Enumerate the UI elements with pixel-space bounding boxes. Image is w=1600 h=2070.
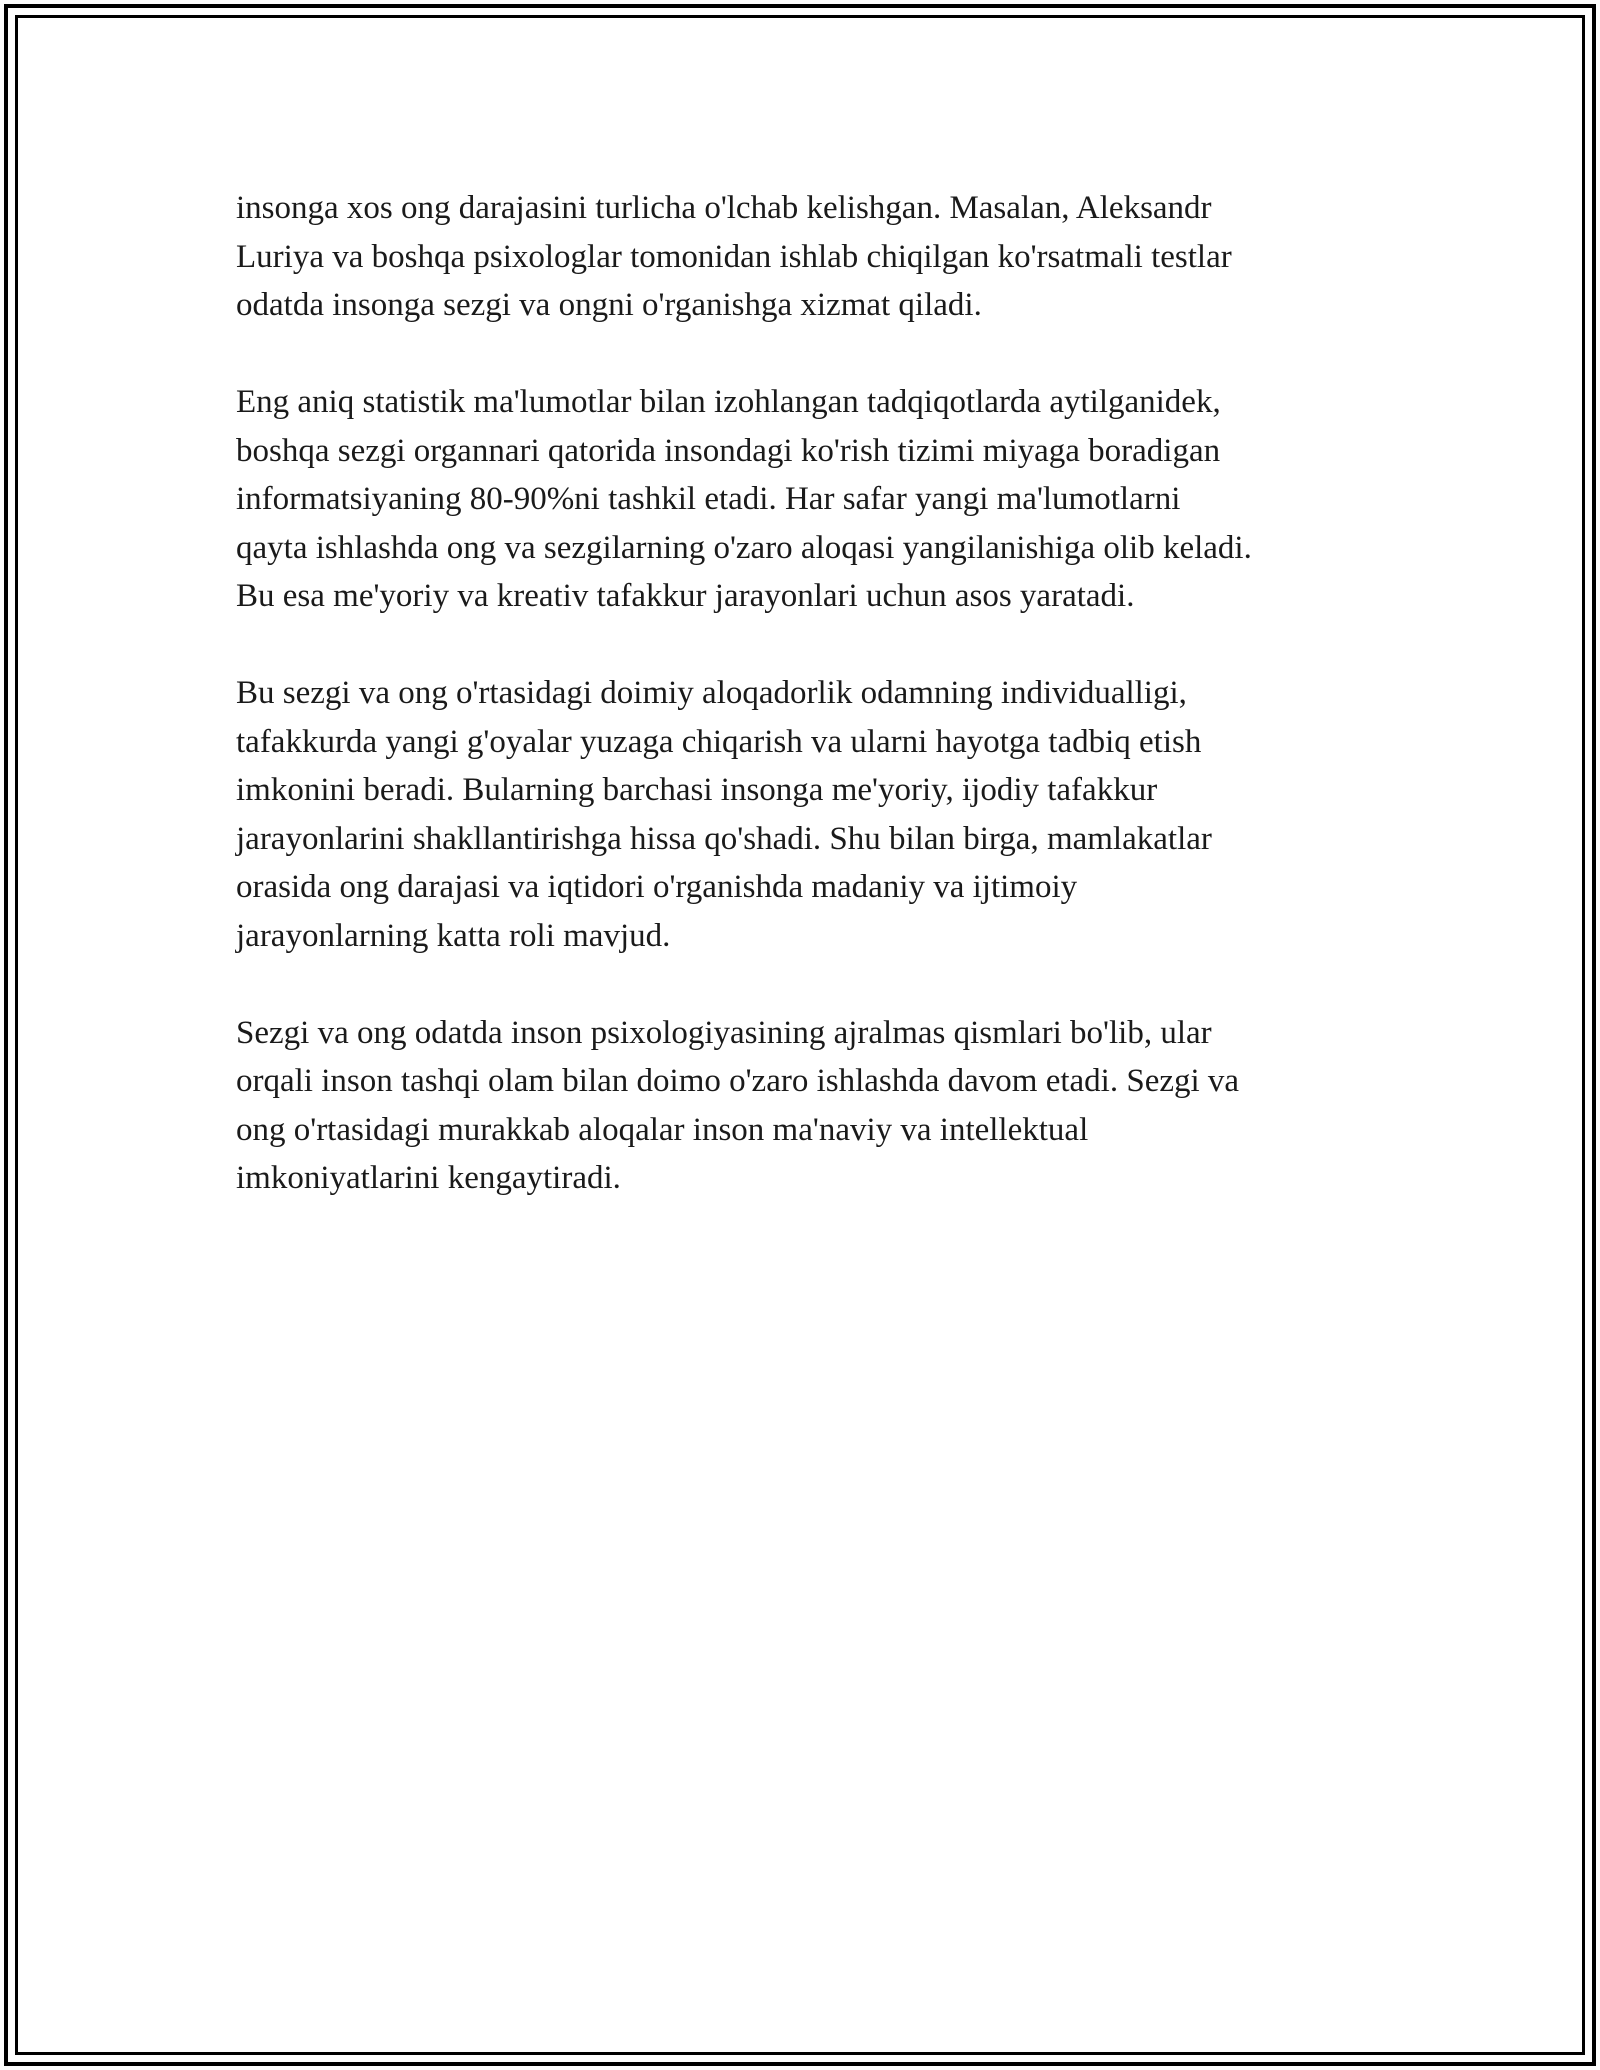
paragraph-1: [236, 184, 1396, 330]
text-line: odatda insonga sezgi va ongni o'rganishga xizmat qiladi.: [236, 287, 982, 323]
text-line: Bu sezgi va ong o'rtasidagi doimiy aloqadorlik odamning individualligi,: [236, 675, 1187, 711]
text-line: ong o'rtasidagi murakkab aloqalar inson ma'naviy va intellektual: [236, 1111, 1089, 1148]
text-line: Bu esa me'yoriy va kreativ tafakkur jarayonlari uchun asos yaratadi.: [236, 578, 1135, 614]
text-line: imkonini beradi. Bularning barchasi insonga me'yoriy, ijodiy tafakkur: [236, 772, 1158, 808]
text-line: tafakkurda yangi g'oyalar yuzaga chiqarish va ularni hayotga tadbiq etish: [236, 723, 1202, 760]
text-line: qayta ishlashda ong va sezgilarning o'zaro aloqasi yangilanishiga olib keladi.: [236, 529, 1252, 566]
text-line: boshqa sezgi organnari qatorida insondagi ko'rish tizimi miyaga boradigan: [236, 432, 1221, 469]
text-line: Luriya va boshqa psixologlar tomonidan ishlab chiqilgan ko'rsatmali testlar: [236, 238, 1232, 275]
document-body: [236, 184, 1396, 1251]
paragraph-3: [236, 669, 1396, 960]
text-line: insonga xos ong darajasini turlicha o'lchab kelishgan. Masalan, Aleksandr: [236, 190, 1212, 226]
text-line: orqali inson tashqi olam bilan doimo o'zaro ishlashda davom etadi. Sezgi va: [236, 1063, 1240, 1099]
paragraph-2: [236, 378, 1396, 621]
text-line: orasida ong darajasi va iqtidori o'rganishda madaniy va ijtimoiy: [236, 869, 1078, 905]
paragraph-4: [236, 1009, 1396, 1203]
text-line: imkoniyatlarini kengaytiradi.: [236, 1160, 621, 1196]
text-line: informatsiyaning 80-90%ni tashkil etadi. Har safar yangi ma'lumotlarni: [236, 481, 1181, 517]
text-line: jarayonlarning katta roli mavjud.: [236, 917, 671, 954]
text-line: Sezgi va ong odatda inson psixologiyasining ajralmas qismlari bo'lib, ular: [236, 1014, 1212, 1051]
text-line: jarayonlarini shakllantirishga hissa qo'shadi. Shu bilan birga, mamlakatlar: [236, 820, 1212, 857]
text-line: Eng aniq statistik ma'lumotlar bilan izohlangan tadqiqotlarda aytilganidek,: [236, 384, 1221, 420]
